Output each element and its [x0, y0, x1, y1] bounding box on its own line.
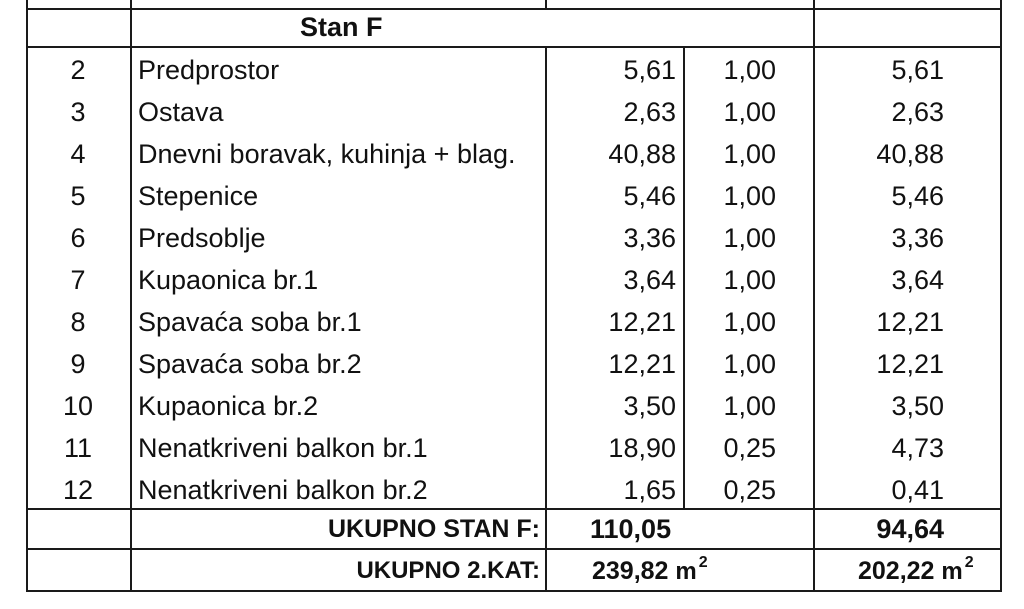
area-factor: 1,00: [723, 97, 776, 127]
grid-line: [26, 8, 1002, 10]
row-number: 12: [62, 475, 94, 505]
room-area: 3,50: [623, 391, 676, 421]
total-kat-net-wrap: [858, 556, 974, 590]
room-area: 3,36: [623, 223, 676, 253]
grid-line: [813, 0, 815, 592]
total-kat-area-wrap: [592, 556, 708, 590]
area-unit: m: [675, 558, 697, 585]
section-title: Stan F: [300, 12, 383, 42]
room-name: Predprostor: [138, 55, 280, 85]
net-area: 3,64: [891, 265, 944, 295]
room-name: Predsoblje: [138, 223, 266, 253]
room-name: Spavaća soba br.2: [138, 349, 362, 379]
total-kat-label: UKUPNO 2.KAT:: [356, 557, 540, 584]
net-area: 12,21: [876, 307, 944, 337]
net-unit: m: [941, 558, 963, 585]
grid-line: [130, 0, 132, 592]
net-area: 40,88: [876, 139, 944, 169]
room-area: 12,21: [608, 307, 676, 337]
area-factor: 1,00: [723, 265, 776, 295]
total-stan-label: UKUPNO STAN F:: [327, 515, 540, 543]
net-area: 2,63: [891, 97, 944, 127]
row-number: 5: [70, 181, 86, 211]
room-name: Kupaonica br.2: [138, 391, 319, 421]
room-name: Ostava: [138, 97, 224, 127]
grid-line: [26, 590, 1002, 592]
area-factor: 1,00: [723, 223, 776, 253]
row-number: 11: [63, 433, 93, 463]
area-factor: 1,00: [723, 349, 776, 379]
row-number: 6: [70, 223, 86, 253]
total-kat-area: 239,82: [592, 557, 669, 585]
row-number: 8: [70, 307, 86, 337]
net-area: 0,41: [891, 475, 944, 505]
area-factor: 1,00: [723, 55, 776, 85]
grid-line: [683, 46, 685, 509]
room-area: 2,63: [623, 97, 676, 127]
row-number: 9: [70, 349, 86, 379]
grid-line: [26, 508, 1002, 510]
net-area: 3,36: [891, 223, 944, 253]
area-factor: 1,00: [723, 181, 776, 211]
room-area: 40,88: [608, 139, 676, 169]
net-area: 12,21: [876, 349, 944, 379]
total-kat-net: 202,22: [858, 557, 935, 585]
grid-line: [26, 548, 1002, 550]
area-factor: 1,00: [723, 139, 776, 169]
row-number: 4: [70, 139, 86, 169]
room-name: Kupaonica br.1: [138, 265, 319, 295]
row-number: 2: [70, 55, 86, 85]
room-area: 18,90: [608, 433, 676, 463]
net-area: 3,50: [891, 391, 944, 421]
room-area: 12,21: [608, 349, 676, 379]
room-area: 5,46: [623, 181, 676, 211]
room-name: Spavaća soba br.1: [138, 307, 362, 337]
total-stan-net: 94,64: [876, 514, 944, 544]
grid-line: [1000, 0, 1002, 592]
row-number: 10: [62, 391, 94, 421]
area-factor: 0,25: [723, 475, 776, 505]
room-name: Dnevni boravak, kuhinja + blag.: [138, 139, 516, 169]
grid-line: [26, 46, 1002, 48]
total-stan-area: 110,05: [590, 514, 672, 544]
net-unit-exponent: 2: [964, 554, 974, 571]
area-factor: 1,00: [723, 391, 776, 421]
room-name: Stepenice: [138, 181, 259, 211]
area-unit-exponent: 2: [698, 554, 708, 571]
net-area: 4,73: [891, 433, 944, 463]
room-area: 1,65: [623, 475, 676, 505]
area-factor: 1,00: [723, 307, 776, 337]
net-area: 5,61: [891, 55, 944, 85]
room-name: Nenatkriveni balkon br.1: [138, 433, 428, 463]
row-number: 7: [70, 265, 86, 295]
area-factor: 0,25: [723, 433, 776, 463]
room-name: Nenatkriveni balkon br.2: [138, 475, 428, 505]
room-area: 3,64: [623, 265, 676, 295]
net-area: 5,46: [891, 181, 944, 211]
room-area: 5,61: [623, 55, 676, 85]
grid-line: [545, 46, 547, 592]
row-number: 3: [70, 97, 86, 127]
